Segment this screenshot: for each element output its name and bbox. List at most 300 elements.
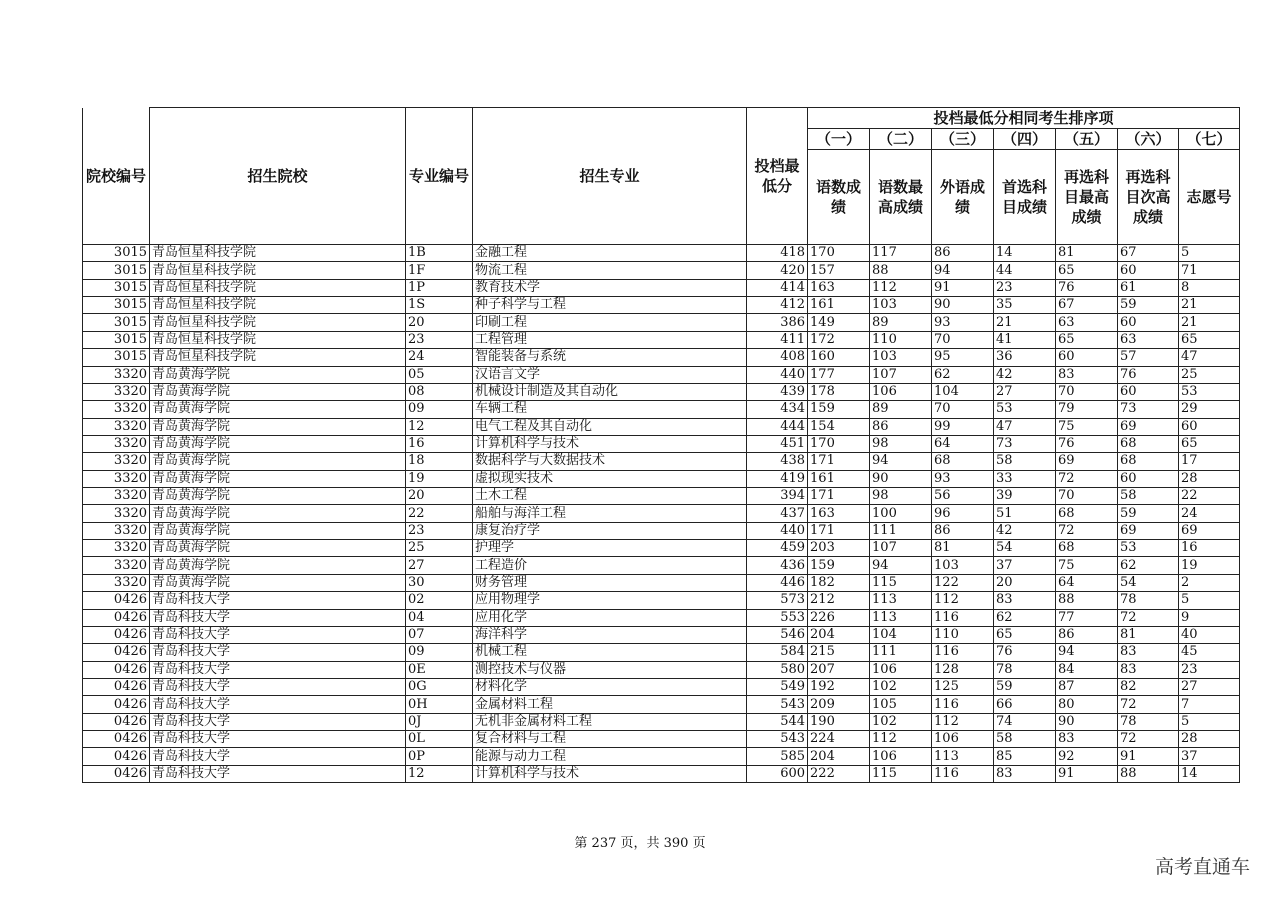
cell-score-2: 112 [870,731,932,748]
cell-major-code: 07 [406,626,473,643]
cell-score-4: 51 [994,505,1056,522]
cell-major-name: 材料化学 [473,678,747,695]
cell-major-name: 机械设计制造及其自动化 [473,383,747,400]
header-order-3: （三） [932,129,994,150]
cell-school-name: 青岛恒星科技学院 [150,245,406,262]
cell-score-4: 58 [994,731,1056,748]
cell-major-code: 04 [406,609,473,626]
table-row [83,557,1240,574]
cell-score-5: 65 [1056,262,1118,279]
cell-score-4: 14 [994,245,1056,262]
cell-school-code: 0426 [83,609,150,626]
cell-min-score: 584 [747,644,808,661]
cell-preference-no: 47 [1179,349,1240,366]
cell-score-3: 104 [932,383,994,400]
cell-score-4: 85 [994,748,1056,765]
cell-score-2: 105 [870,696,932,713]
cell-score-5: 76 [1056,279,1118,296]
cell-score-3: 116 [932,696,994,713]
cell-score-6: 72 [1118,731,1179,748]
cell-score-2: 106 [870,383,932,400]
cell-min-score: 438 [747,453,808,470]
cell-school-code: 3320 [83,383,150,400]
cell-score-6: 78 [1118,713,1179,730]
cell-score-4: 44 [994,262,1056,279]
cell-min-score: 408 [747,349,808,366]
cell-score-6: 78 [1118,592,1179,609]
cell-major-name: 应用物理学 [473,592,747,609]
cell-score-5: 72 [1056,470,1118,487]
cell-score-5: 92 [1056,748,1118,765]
cell-school-code: 3320 [83,366,150,383]
cell-major-code: 05 [406,366,473,383]
cell-major-code: 12 [406,765,473,782]
cell-school-name: 青岛黄海学院 [150,557,406,574]
cell-major-code: 16 [406,435,473,452]
cell-min-score: 414 [747,279,808,296]
cell-preference-no: 21 [1179,314,1240,331]
cell-score-6: 53 [1118,540,1179,557]
cell-score-5: 70 [1056,488,1118,505]
cell-preference-no: 37 [1179,748,1240,765]
cell-score-5: 77 [1056,609,1118,626]
cell-major-code: 02 [406,592,473,609]
cell-preference-no: 24 [1179,505,1240,522]
cell-score-4: 37 [994,557,1056,574]
cell-score-1: 171 [808,522,870,539]
cell-score-6: 60 [1118,383,1179,400]
cell-major-code: 08 [406,383,473,400]
cell-preference-no: 5 [1179,245,1240,262]
cell-score-1: 161 [808,297,870,314]
cell-major-code: 0E [406,661,473,678]
cell-school-code: 3320 [83,418,150,435]
cell-major-name: 计算机科学与技术 [473,765,747,782]
cell-score-6: 58 [1118,488,1179,505]
cell-major-name: 金属材料工程 [473,696,747,713]
cell-min-score: 420 [747,262,808,279]
cell-major-name: 财务管理 [473,574,747,591]
cell-score-6: 60 [1118,470,1179,487]
cell-school-code: 3320 [83,470,150,487]
cell-score-2: 94 [870,557,932,574]
cell-score-4: 65 [994,626,1056,643]
table-row [83,505,1240,522]
cell-score-1: 177 [808,366,870,383]
cell-score-1: 163 [808,279,870,296]
header-sub-7: 志愿号 [1179,150,1240,245]
cell-score-4: 21 [994,314,1056,331]
cell-preference-no: 9 [1179,609,1240,626]
cell-preference-no: 29 [1179,401,1240,418]
cell-min-score: 412 [747,297,808,314]
cell-score-4: 35 [994,297,1056,314]
cell-major-name: 康复治疗学 [473,522,747,539]
cell-major-code: 22 [406,505,473,522]
header-sub-5: 再选科目最高成绩 [1056,150,1118,245]
cell-score-2: 89 [870,314,932,331]
admission-score-table [82,107,1240,783]
cell-score-3: 56 [932,488,994,505]
cell-major-name: 教育技术学 [473,279,747,296]
cell-preference-no: 16 [1179,540,1240,557]
table-row [83,765,1240,782]
cell-preference-no: 45 [1179,644,1240,661]
cell-score-1: 178 [808,383,870,400]
table-header [83,108,1240,245]
cell-major-name: 无机非金属材料工程 [473,713,747,730]
cell-school-name: 青岛科技大学 [150,696,406,713]
cell-score-3: 70 [932,331,994,348]
header-major-name: 招生专业 [473,108,747,245]
table-row [83,540,1240,557]
table-row [83,592,1240,609]
cell-school-name: 青岛科技大学 [150,765,406,782]
table-row [83,314,1240,331]
cell-score-6: 60 [1118,314,1179,331]
cell-score-2: 112 [870,279,932,296]
cell-school-name: 青岛黄海学院 [150,418,406,435]
cell-score-6: 81 [1118,626,1179,643]
cell-major-name: 机械工程 [473,644,747,661]
cell-school-name: 青岛黄海学院 [150,488,406,505]
cell-score-6: 91 [1118,748,1179,765]
cell-score-1: 154 [808,418,870,435]
cell-score-5: 88 [1056,592,1118,609]
cell-score-3: 110 [932,626,994,643]
cell-major-code: 24 [406,349,473,366]
cell-min-score: 434 [747,401,808,418]
watermark: 高考直通车 [1154,856,1250,878]
cell-score-4: 36 [994,349,1056,366]
cell-score-5: 63 [1056,314,1118,331]
cell-major-code: 0H [406,696,473,713]
cell-score-3: 70 [932,401,994,418]
cell-score-4: 74 [994,713,1056,730]
cell-score-1: 192 [808,678,870,695]
cell-school-code: 0426 [83,592,150,609]
cell-preference-no: 69 [1179,522,1240,539]
cell-school-name: 青岛恒星科技学院 [150,349,406,366]
cell-score-4: 20 [994,574,1056,591]
cell-score-1: 224 [808,731,870,748]
cell-score-3: 113 [932,748,994,765]
cell-major-code: 1P [406,279,473,296]
cell-major-name: 数据科学与大数据技术 [473,453,747,470]
cell-min-score: 573 [747,592,808,609]
cell-score-2: 106 [870,661,932,678]
cell-school-code: 3015 [83,279,150,296]
cell-major-name: 车辆工程 [473,401,747,418]
cell-min-score: 394 [747,488,808,505]
cell-score-3: 64 [932,435,994,452]
table-row [83,383,1240,400]
header-order-1: （一） [808,129,870,150]
cell-score-3: 116 [932,644,994,661]
cell-preference-no: 28 [1179,731,1240,748]
cell-min-score: 436 [747,557,808,574]
cell-score-6: 59 [1118,505,1179,522]
cell-score-4: 83 [994,765,1056,782]
cell-school-code: 3320 [83,505,150,522]
cell-major-name: 复合材料与工程 [473,731,747,748]
cell-major-code: 18 [406,453,473,470]
header-order-6: （六） [1118,129,1179,150]
cell-min-score: 544 [747,713,808,730]
cell-score-2: 90 [870,470,932,487]
cell-score-5: 80 [1056,696,1118,713]
header-tiebreak-title: 投档最低分相同考生排序项 [808,108,1240,129]
table-row [83,470,1240,487]
table-row [83,748,1240,765]
table-row [83,262,1240,279]
header-major-code: 专业编号 [406,108,473,245]
cell-school-code: 0426 [83,644,150,661]
cell-score-1: 204 [808,626,870,643]
cell-score-6: 88 [1118,765,1179,782]
cell-score-2: 98 [870,435,932,452]
cell-score-5: 81 [1056,245,1118,262]
cell-school-name: 青岛科技大学 [150,748,406,765]
cell-min-score: 440 [747,366,808,383]
cell-preference-no: 22 [1179,488,1240,505]
cell-major-name: 汉语言文学 [473,366,747,383]
header-order-7: （七） [1179,129,1240,150]
table-body [83,245,1240,783]
cell-score-1: 159 [808,557,870,574]
cell-score-3: 112 [932,713,994,730]
cell-score-2: 107 [870,540,932,557]
cell-score-1: 207 [808,661,870,678]
cell-score-1: 170 [808,435,870,452]
cell-school-code: 3320 [83,435,150,452]
cell-score-1: 204 [808,748,870,765]
cell-score-2: 102 [870,713,932,730]
cell-score-3: 86 [932,522,994,539]
cell-min-score: 546 [747,626,808,643]
cell-major-name: 工程造价 [473,557,747,574]
cell-score-5: 90 [1056,713,1118,730]
cell-major-code: 1F [406,262,473,279]
cell-score-1: 149 [808,314,870,331]
header-sub-4: 首选科目成绩 [994,150,1056,245]
cell-school-name: 青岛黄海学院 [150,522,406,539]
cell-score-2: 88 [870,262,932,279]
table-row [83,279,1240,296]
cell-score-5: 64 [1056,574,1118,591]
cell-school-name: 青岛黄海学院 [150,470,406,487]
cell-school-code: 0426 [83,626,150,643]
cell-score-1: 182 [808,574,870,591]
cell-major-name: 测控技术与仪器 [473,661,747,678]
cell-school-code: 3015 [83,314,150,331]
cell-score-3: 103 [932,557,994,574]
cell-score-2: 103 [870,297,932,314]
cell-score-5: 68 [1056,505,1118,522]
cell-score-6: 68 [1118,435,1179,452]
cell-score-2: 113 [870,592,932,609]
cell-school-code: 3320 [83,453,150,470]
cell-score-2: 106 [870,748,932,765]
cell-school-code: 3320 [83,401,150,418]
cell-school-code: 0426 [83,678,150,695]
cell-score-2: 94 [870,453,932,470]
table-row [83,696,1240,713]
cell-score-5: 79 [1056,401,1118,418]
cell-score-3: 96 [932,505,994,522]
cell-school-name: 青岛黄海学院 [150,435,406,452]
cell-score-1: 222 [808,765,870,782]
cell-score-5: 72 [1056,522,1118,539]
cell-school-code: 3015 [83,245,150,262]
cell-min-score: 437 [747,505,808,522]
cell-score-2: 86 [870,418,932,435]
cell-score-3: 116 [932,765,994,782]
cell-score-4: 53 [994,401,1056,418]
cell-score-6: 73 [1118,401,1179,418]
cell-min-score: 446 [747,574,808,591]
cell-major-name: 计算机科学与技术 [473,435,747,452]
cell-min-score: 580 [747,661,808,678]
cell-score-3: 90 [932,297,994,314]
cell-score-2: 102 [870,678,932,695]
cell-major-code: 23 [406,331,473,348]
cell-score-4: 59 [994,678,1056,695]
table-row [83,435,1240,452]
cell-score-2: 104 [870,626,932,643]
table-row [83,366,1240,383]
cell-school-code: 0426 [83,696,150,713]
cell-score-6: 60 [1118,262,1179,279]
cell-school-name: 青岛黄海学院 [150,453,406,470]
cell-score-2: 115 [870,765,932,782]
header-order-4: （四） [994,129,1056,150]
cell-major-code: 1B [406,245,473,262]
cell-school-name: 青岛科技大学 [150,731,406,748]
cell-preference-no: 60 [1179,418,1240,435]
cell-score-1: 209 [808,696,870,713]
cell-major-name: 工程管理 [473,331,747,348]
header-order-5: （五） [1056,129,1118,150]
table-row [83,713,1240,730]
cell-score-5: 83 [1056,366,1118,383]
cell-major-name: 虚拟现实技术 [473,470,747,487]
table-row [83,661,1240,678]
cell-major-code: 30 [406,574,473,591]
cell-major-name: 应用化学 [473,609,747,626]
cell-min-score: 444 [747,418,808,435]
table-row [83,453,1240,470]
cell-major-code: 09 [406,401,473,418]
cell-score-6: 83 [1118,661,1179,678]
cell-score-6: 63 [1118,331,1179,348]
cell-score-4: 41 [994,331,1056,348]
cell-score-3: 125 [932,678,994,695]
cell-school-code: 3015 [83,349,150,366]
cell-score-1: 170 [808,245,870,262]
cell-score-6: 62 [1118,557,1179,574]
cell-score-1: 160 [808,349,870,366]
cell-min-score: 440 [747,522,808,539]
cell-score-4: 33 [994,470,1056,487]
cell-score-3: 122 [932,574,994,591]
cell-score-6: 57 [1118,349,1179,366]
header-school-name: 招生院校 [150,108,406,245]
cell-min-score: 553 [747,609,808,626]
cell-score-4: 47 [994,418,1056,435]
cell-school-code: 0426 [83,765,150,782]
cell-score-3: 62 [932,366,994,383]
table-row [83,626,1240,643]
cell-score-1: 171 [808,453,870,470]
cell-preference-no: 5 [1179,592,1240,609]
cell-score-5: 75 [1056,418,1118,435]
cell-score-4: 78 [994,661,1056,678]
cell-min-score: 386 [747,314,808,331]
cell-min-score: 585 [747,748,808,765]
cell-score-6: 68 [1118,453,1179,470]
cell-major-code: 0L [406,731,473,748]
cell-score-3: 68 [932,453,994,470]
cell-score-5: 70 [1056,383,1118,400]
cell-school-name: 青岛恒星科技学院 [150,262,406,279]
cell-min-score: 600 [747,765,808,782]
cell-score-2: 100 [870,505,932,522]
cell-score-4: 62 [994,609,1056,626]
table-row [83,522,1240,539]
cell-score-3: 91 [932,279,994,296]
cell-school-code: 3015 [83,297,150,314]
table-row [83,678,1240,695]
cell-major-code: 1S [406,297,473,314]
table-row [83,331,1240,348]
cell-school-code: 3320 [83,522,150,539]
header-order-2: （二） [870,129,932,150]
cell-major-name: 海洋科学 [473,626,747,643]
cell-score-4: 83 [994,592,1056,609]
cell-score-6: 82 [1118,678,1179,695]
cell-score-4: 23 [994,279,1056,296]
cell-preference-no: 65 [1179,435,1240,452]
cell-score-5: 91 [1056,765,1118,782]
table-row [83,401,1240,418]
cell-min-score: 419 [747,470,808,487]
cell-major-code: 12 [406,418,473,435]
cell-score-4: 66 [994,696,1056,713]
cell-major-code: 20 [406,314,473,331]
cell-score-6: 72 [1118,696,1179,713]
cell-school-name: 青岛科技大学 [150,661,406,678]
cell-school-name: 青岛黄海学院 [150,366,406,383]
cell-school-name: 青岛黄海学院 [150,540,406,557]
cell-school-code: 3320 [83,557,150,574]
cell-major-code: 25 [406,540,473,557]
cell-score-6: 72 [1118,609,1179,626]
cell-min-score: 543 [747,731,808,748]
header-sub-6: 再选科目次高成绩 [1118,150,1179,245]
cell-score-5: 86 [1056,626,1118,643]
cell-score-2: 117 [870,245,932,262]
table-row [83,297,1240,314]
cell-score-1: 159 [808,401,870,418]
cell-preference-no: 71 [1179,262,1240,279]
cell-preference-no: 2 [1179,574,1240,591]
cell-school-name: 青岛恒星科技学院 [150,331,406,348]
cell-score-4: 76 [994,644,1056,661]
cell-score-5: 76 [1056,435,1118,452]
cell-score-3: 99 [932,418,994,435]
cell-score-2: 110 [870,331,932,348]
